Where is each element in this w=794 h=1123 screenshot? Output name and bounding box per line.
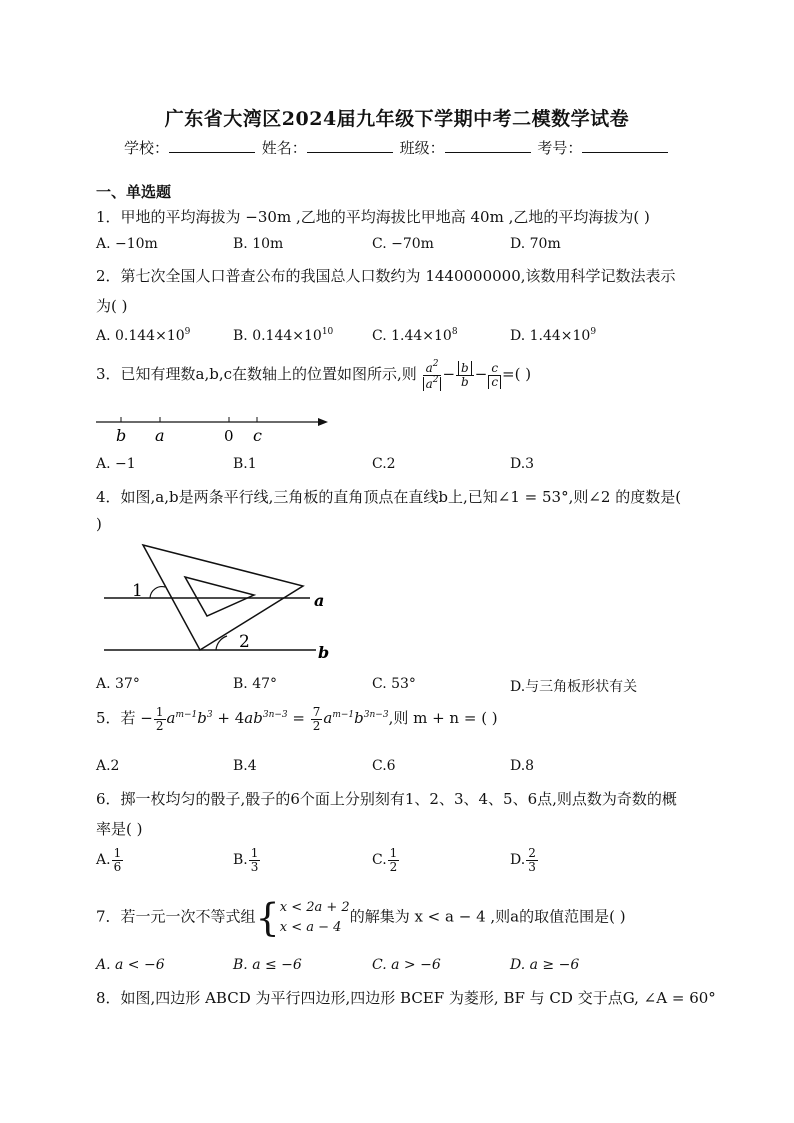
question-8-text: 8．如图,四边形 ABCD 为平行四边形,四边形 BCEF 为菱形, BF 与 CD 交于点G, ∠A = 60° <box>96 989 716 1007</box>
q2-option-a[interactable] <box>96 327 190 344</box>
angle-2-arc <box>216 636 227 650</box>
question-7-text <box>96 895 626 940</box>
number-label: 考号： <box>537 139 583 157</box>
q1-option-a[interactable]: A. −10m <box>96 236 158 252</box>
axis-label-0: 0 <box>224 427 234 445</box>
q3-fraction-1: $\frac{a^2}{a^2}$ <box>423 360 442 390</box>
q4-option-d[interactable]: D.与三角板形状有关 <box>510 679 638 695</box>
q7-suffix: 的解集为 x < a − 4 ,则a的取值范围是( ) <box>349 907 626 926</box>
q5-prefix: 5．若 − <box>96 709 153 728</box>
school-blank[interactable] <box>169 138 255 153</box>
q5-option-a[interactable]: A.2 <box>96 758 120 774</box>
q4-option-c[interactable]: C. 53° <box>372 676 416 692</box>
question-2-text-line2: 为( ) <box>96 297 128 315</box>
angle-2-label: 2 <box>239 632 250 652</box>
q6-option-b-label: B. <box>233 852 248 869</box>
q7-option-a[interactable]: A. a < −6 <box>96 957 165 973</box>
q2-option-c-base: C. 1.44×10 <box>372 328 452 344</box>
class-blank[interactable] <box>445 138 531 153</box>
q5-option-d[interactable]: D.8 <box>510 758 535 774</box>
name-blank[interactable] <box>307 138 393 153</box>
q3-option-b[interactable]: B.1 <box>233 456 257 472</box>
class-label: 班级： <box>399 139 445 157</box>
q6-option-a-label: A. <box>96 852 111 869</box>
q2-option-d-exp: 9 <box>590 327 597 337</box>
q2-option-d[interactable] <box>510 327 596 344</box>
question-4-text-line2: ) <box>96 515 102 533</box>
question-6-text-line1: 6．掷一枚均匀的骰子,骰子的6个面上分别刻有1、2、3、4、5、6点,则点数为奇数的概 <box>96 790 677 808</box>
q6-option-b[interactable] <box>233 847 261 873</box>
question-2-text-line1: 2．第七次全国人口普查公布的我国总人口数约为 1440000000,该数用科学记数法表示 <box>96 267 676 285</box>
question-1-text: 1．甲地的平均海拔为 −30m ,乙地的平均海拔比甲地高 40m ,乙地的平均海拔为( ) <box>96 208 650 226</box>
q7-prefix: 7．若一元一次不等式组 <box>96 907 256 926</box>
axis-label-a: a <box>155 426 165 445</box>
q7-inequality-2: x < a − 4 <box>279 919 342 935</box>
number-blank[interactable] <box>582 138 668 153</box>
q7-option-b[interactable]: B. a ≤ −6 <box>233 957 302 973</box>
question-5-text: 5．若 − $\frac{1}{2}$ $a^{m-1}b^3 + 4ab^{3n-3}$ = $\frac{7}{2}$ $a^{m-1}b^{3n-3}$,则 m + n = ( ) <box>96 705 498 733</box>
q7-brace: { <box>255 895 280 940</box>
q7-inequality-1: x < 2a + 2 <box>279 900 350 915</box>
axis-label-c: c <box>253 426 262 445</box>
q5-term-1: $a^{m-1}b^3$ <box>166 709 213 728</box>
q7-option-c[interactable]: C. a > −6 <box>372 957 441 973</box>
student-info-line <box>124 137 670 158</box>
q7-option-d[interactable]: D. a ≥ −6 <box>510 957 580 973</box>
q2-option-b[interactable] <box>233 327 333 344</box>
q3-fraction-3: $\frac{c}{c}$ <box>488 362 501 388</box>
axis-label-b: b <box>116 426 127 445</box>
q2-option-a-exp: 9 <box>184 327 191 337</box>
number-line-figure <box>94 410 334 446</box>
parallel-lines-triangle-figure <box>96 540 346 666</box>
q7-inequality-system <box>280 898 350 937</box>
q1-option-d[interactable]: D. 70m <box>510 236 561 252</box>
q2-option-b-base: B. 0.144×10 <box>233 328 322 344</box>
q3-option-d[interactable]: D.3 <box>510 456 535 472</box>
q6-option-d-fraction: $\frac{2}{3}$ <box>528 846 536 874</box>
q2-option-c[interactable] <box>372 327 458 344</box>
q5-fraction-seven-half: $\frac{7}{2}$ <box>312 705 321 733</box>
q6-option-d[interactable] <box>510 847 539 873</box>
school-label: 学校： <box>124 139 170 157</box>
question-6-text-line2: 率是( ) <box>96 820 143 838</box>
q3-stem: 3．已知有理数a,b,c在数轴上的位置如图所示,则 <box>96 365 417 384</box>
line-a-label: a <box>314 591 325 610</box>
q6-option-a-fraction: $\frac{1}{6}$ <box>113 846 122 874</box>
line-b-label: b <box>318 643 330 662</box>
q6-option-c-label: C. <box>372 852 387 869</box>
name-label: 姓名： <box>261 139 307 157</box>
q2-option-b-exp: 10 <box>321 327 334 337</box>
q5-option-c[interactable]: C.6 <box>372 758 396 774</box>
q6-option-c-fraction: $\frac{1}{2}$ <box>389 846 398 874</box>
q1-option-b[interactable]: B. 10m <box>233 236 284 252</box>
q2-option-a-base: A. 0.144×10 <box>96 328 185 344</box>
q3-tail: =( ) <box>502 365 532 384</box>
q6-option-a[interactable] <box>96 847 124 873</box>
question-3-text: 3．已知有理数a,b,c在数轴上的位置如图所示,则 $\frac{a^2}{a^2}$ − $\frac{b}{b}$ − $\frac{c}{c}$ =( ) <box>96 359 532 391</box>
q2-option-c-exp: 8 <box>451 327 458 337</box>
number-line-arrow <box>318 418 328 426</box>
q5-fraction-half: $\frac{1}{2}$ <box>155 705 164 733</box>
q3-option-c[interactable]: C.2 <box>372 456 396 472</box>
q5-term-2: $a^{m-1}b^{3n-3}$ <box>323 709 389 728</box>
q3-option-a[interactable]: A. −1 <box>96 456 136 472</box>
angle-1-label: 1 <box>132 581 143 601</box>
q6-option-c[interactable] <box>372 847 400 873</box>
section-heading: 一、单选题 <box>96 183 172 201</box>
q6-option-b-fraction: $\frac{1}{3}$ <box>250 846 259 874</box>
q4-option-a[interactable]: A. 37° <box>96 676 140 692</box>
q5-option-b[interactable]: B.4 <box>233 758 257 774</box>
angle-1-arc <box>150 587 165 598</box>
page-title: 广东省大湾区2024届九年级下学期中考二模数学试卷 <box>164 108 630 130</box>
triangle-inner <box>185 577 254 616</box>
q1-option-c[interactable]: C. −70m <box>372 236 434 252</box>
question-4-text-line1: 4．如图,a,b是两条平行线,三角板的直角顶点在直线b上,已知∠1 = 53°,则∠2 的度数是( <box>96 488 682 506</box>
q2-option-d-base: D. 1.44×10 <box>510 328 591 344</box>
q5-suffix: ,则 m + n = ( ) <box>388 709 498 728</box>
q3-fraction-2: $\frac{b}{b}$ <box>456 362 474 388</box>
q4-option-b[interactable]: B. 47° <box>233 676 278 692</box>
q6-option-d-label: D. <box>510 852 526 869</box>
